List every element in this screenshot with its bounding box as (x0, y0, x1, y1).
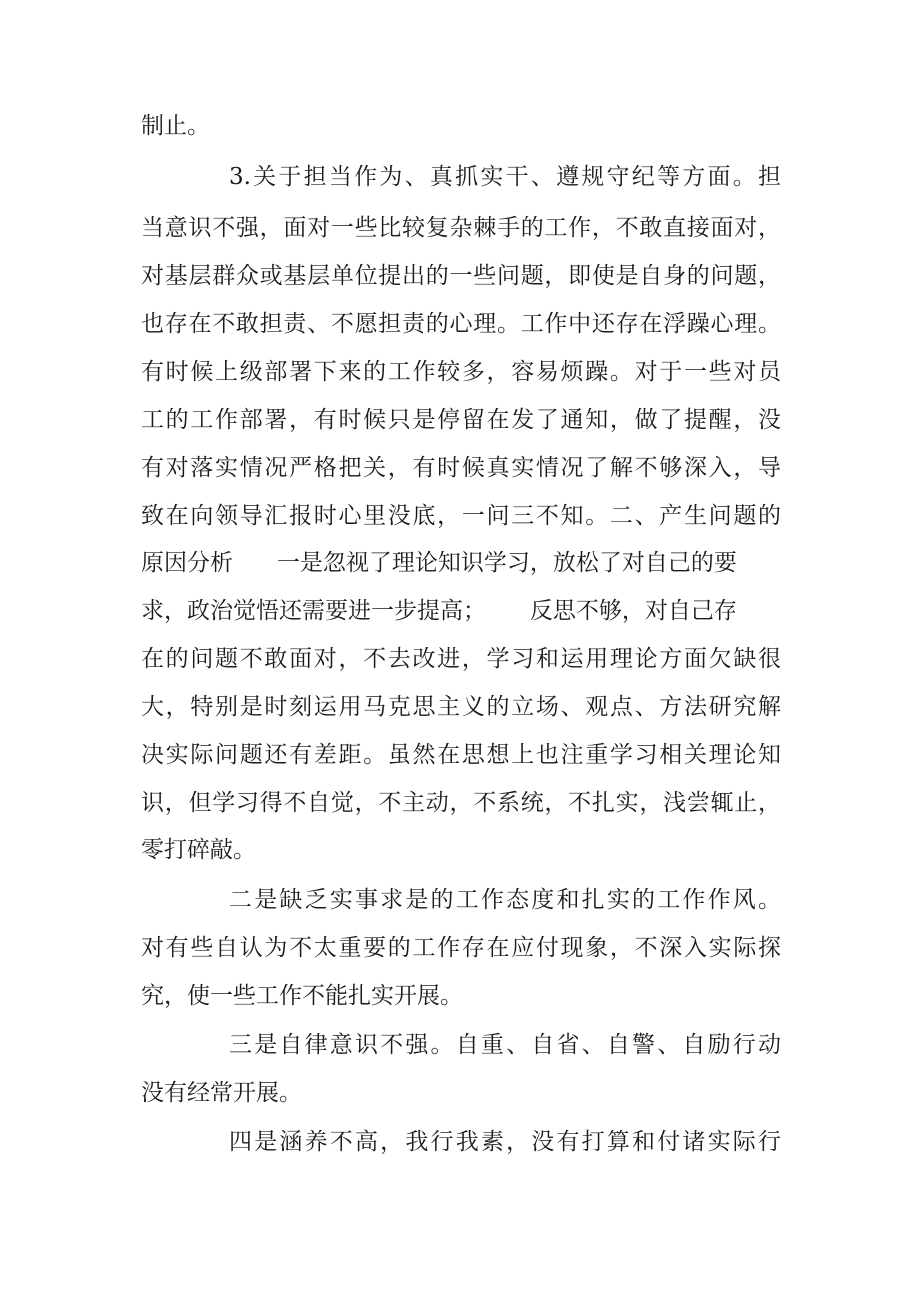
text-line-16: 零打碎敲。 (141, 837, 256, 863)
text-line-14: 决实际问题还有差距。虽然在思想上也注重学习相关理论知 (141, 742, 781, 768)
text-line-5: 也存在不敢担责、不愿担责的心理。工作中还存在浮躁心理。 (141, 311, 781, 337)
text-line-15: 识，但学习得不自觉，不主动，不系统，不扎实，浅尝辄止， (141, 790, 781, 816)
text-line-6: 有时候上级部署下来的工作较多，容易烦躁。对于一些对员 (141, 359, 781, 385)
text-line-13: 大，特别是时刻运用马克思主义的立场、观点、方法研究解 (141, 694, 781, 720)
text-line-8: 有对落实情况严格把关，有时候真实情况了解不够深入，导 (141, 455, 781, 481)
text-line-10: 原因分析 一是忽视了理论知识学习，放松了对自己的要 (141, 550, 737, 576)
text-line-12: 在的问题不敢面对，不去改进，学习和运用理论方面欠缺很 (141, 646, 781, 672)
text-line-19: 究，使一些工作不能扎实开展。 (141, 983, 463, 1009)
text-line-22: 四是涵养不高，我行我素，没有打算和付诸实际行 (229, 1129, 781, 1155)
text-line-9: 致在向领导汇报时心里没底，一问三不知。二、产生问题的 (141, 503, 781, 529)
text-line-3: 当意识不强，面对一些比较复杂棘手的工作，不敢直接面对， (141, 215, 781, 241)
text-line-17: 二是缺乏实事求是的工作态度和扎实的工作作风。 (229, 887, 781, 913)
text-line-4: 对基层群众或基层单位提出的一些问题，即使是自身的问题， (141, 263, 781, 289)
text-line-7: 工的工作部署，有时候只是停留在发了通知，做了提醒，没 (141, 407, 781, 433)
text-line-2: 3.关于担当作为、真抓实干、遵规守纪等方面。担 (229, 164, 781, 190)
text-line-18: 对有些自认为不太重要的工作存在应付现象，不深入实际探 (141, 935, 781, 961)
text-line-11: 求，政治觉悟还需要进一步提高； 反思不够，对自己存 (141, 598, 737, 624)
text-line-20: 三是自律意识不强。自重、自省、自警、自励行动 (229, 1032, 781, 1058)
text-line-21: 没有经常开展。 (141, 1080, 302, 1106)
text-line-1: 制止。 (141, 113, 210, 139)
